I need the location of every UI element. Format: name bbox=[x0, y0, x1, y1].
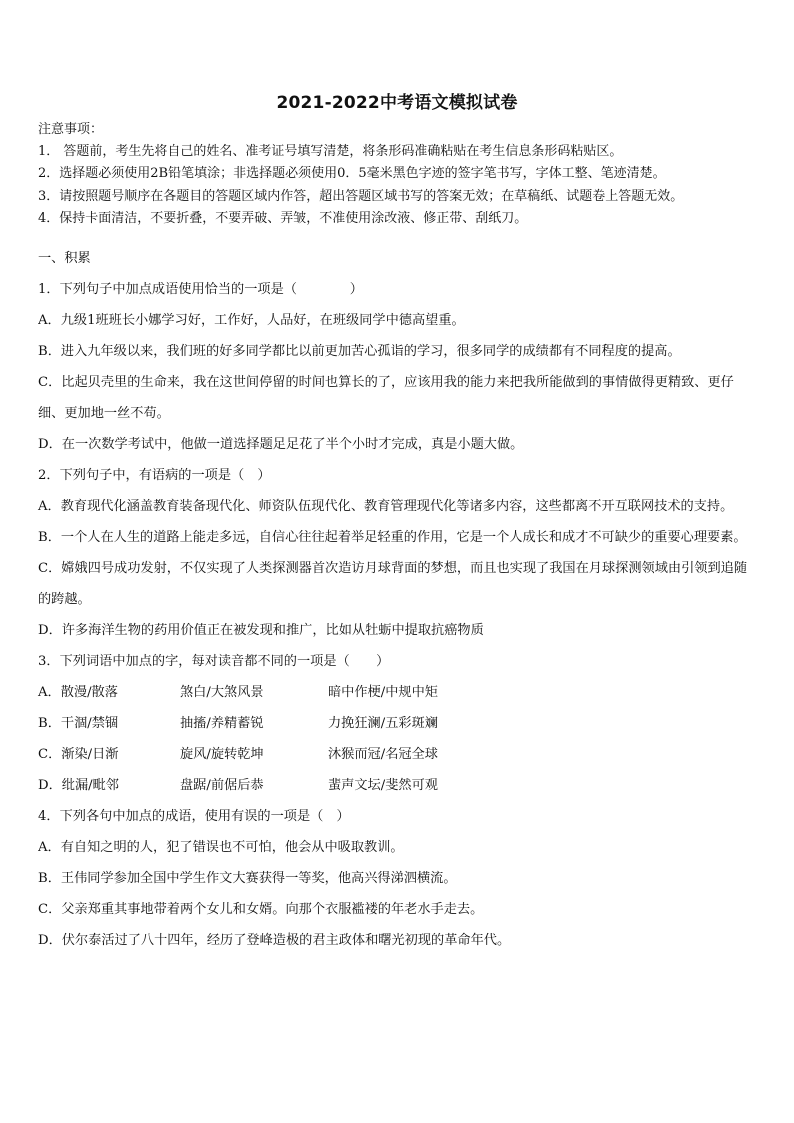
q4-option-a: A．有自知之明的人，犯了错误也不可怕，他会从中吸取教训。 bbox=[38, 840, 404, 855]
q3-cell: 旋风/旋转乾坤 bbox=[180, 747, 264, 762]
q3-cell: 蜚声文坛/斐然可观 bbox=[328, 778, 438, 793]
q2-option-a: A．教育现代化涵盖教育装备现代化、师资队伍现代化、教育管理现代化等诸多内容，这些都离不开互联网技术的支持。 bbox=[38, 499, 734, 514]
q2-option-c: C．嫦娥四号成功发射，不仅实现了人类探测器首次造访月球背面的梦想，而且也实现了我国在月球探测领域由引领到追随的跨越。 bbox=[38, 561, 748, 607]
q3-cell: 抽搐/养精蓄锐 bbox=[180, 716, 264, 731]
q3-cell: 煞白/大煞风景 bbox=[180, 685, 264, 700]
q3-option-row bbox=[38, 677, 758, 708]
notice-item: 2．选择题必须使用2B铅笔填涂；非选择题必须使用0．5毫米黑色字迹的签字笔书写，字体工整、笔迹清楚。 bbox=[38, 166, 666, 182]
q3-option-row bbox=[38, 739, 758, 770]
q1-stem: 1．下列句子中加点成语使用恰当的一项是（ ） bbox=[38, 282, 363, 297]
q1-option-d: D．在一次数学考试中，他做一道选择题足足花了半个小时才完成，真是小题大做。 bbox=[38, 437, 524, 452]
q2-option-d: D．许多海洋生物的药用价值正在被发现和推广，比如从牡蛎中提取抗癌物质 bbox=[38, 623, 484, 638]
q4-stem: 4．下列各句中加点的成语，使用有误的一项是（ ） bbox=[38, 809, 350, 824]
notice-block bbox=[38, 119, 768, 230]
q4-option-b: B．王伟同学参加全国中学生作文大赛获得一等奖，他高兴得涕泗横流。 bbox=[38, 871, 457, 886]
q1-option-b: B．进入九年级以来，我们班的好多同学都比以前更加苦心孤诣的学习，很多同学的成绩都有不同程度的提高。 bbox=[38, 344, 681, 359]
q3-cell: A．散漫/散落 bbox=[38, 685, 118, 700]
q2-stem: 2．下列句子中，有语病的一项是（ ） bbox=[38, 468, 271, 483]
q3-stem: 3．下列词语中加点的字，每对读音都不同的一项是（ ） bbox=[38, 654, 390, 669]
q3-cell: 暗中作梗/中规中矩 bbox=[328, 685, 438, 700]
q4-option-c: C．父亲郑重其事地带着两个女儿和女婿。向那个衣服褴褛的年老水手走去。 bbox=[38, 902, 484, 917]
q3-option-row bbox=[38, 770, 758, 801]
q3-cell: 力挽狂澜/五彩斑斓 bbox=[328, 716, 438, 731]
notice-item: 3．请按照题号顺序在各题目的答题区域内作答，超出答题区域书写的答案无效；在草稿纸、试题卷上答题无效。 bbox=[38, 188, 684, 204]
q3-cell: B．干涸/禁锢 bbox=[38, 716, 119, 731]
q3-option-row bbox=[38, 708, 758, 739]
exam-body bbox=[38, 243, 758, 956]
q3-cell: C．渐染/日渐 bbox=[38, 747, 119, 762]
q3-cell: 沐猴而冠/名冠全球 bbox=[328, 747, 438, 762]
notice-item: 4．保持卡面清洁，不要折叠，不要弄破、弄皱，不准使用涂改液、修正带、刮纸刀。 bbox=[38, 210, 528, 226]
section-heading: 一、积累 bbox=[38, 251, 91, 266]
q3-cell: D．纰漏/毗邻 bbox=[38, 778, 119, 793]
q1-option-c: C．比起贝壳里的生命来，我在这世间停留的时间也算长的了，应该用我的能力来把我所能做到的事情做得更精致、更仔细、更加地一丝不苟。 bbox=[38, 375, 734, 421]
q4-option-d: D．伏尔泰活过了八十四年，经历了登峰造极的君主政体和曙光初现的革命年代。 bbox=[38, 933, 511, 948]
q1-option-a: A．九级1班班长小娜学习好，工作好，人品好，在班级同学中德高望重。 bbox=[38, 313, 465, 328]
notice-heading: 注意事项： bbox=[38, 122, 104, 137]
notice-item: 1． 答题前，考生先将自己的姓名、准考证号填写清楚，将条形码准确粘贴在考生信息条形码粘贴区。 bbox=[38, 144, 623, 160]
q3-cell: 盘踞/前倨后恭 bbox=[180, 778, 264, 793]
q2-option-b: B．一个人在人生的道路上能走多远，自信心往往起着举足轻重的作用，它是一个人成长和成才不可缺少的重要心理要素。 bbox=[38, 530, 747, 545]
page-title: 2021-2022中考语文模拟试卷 bbox=[276, 93, 518, 113]
